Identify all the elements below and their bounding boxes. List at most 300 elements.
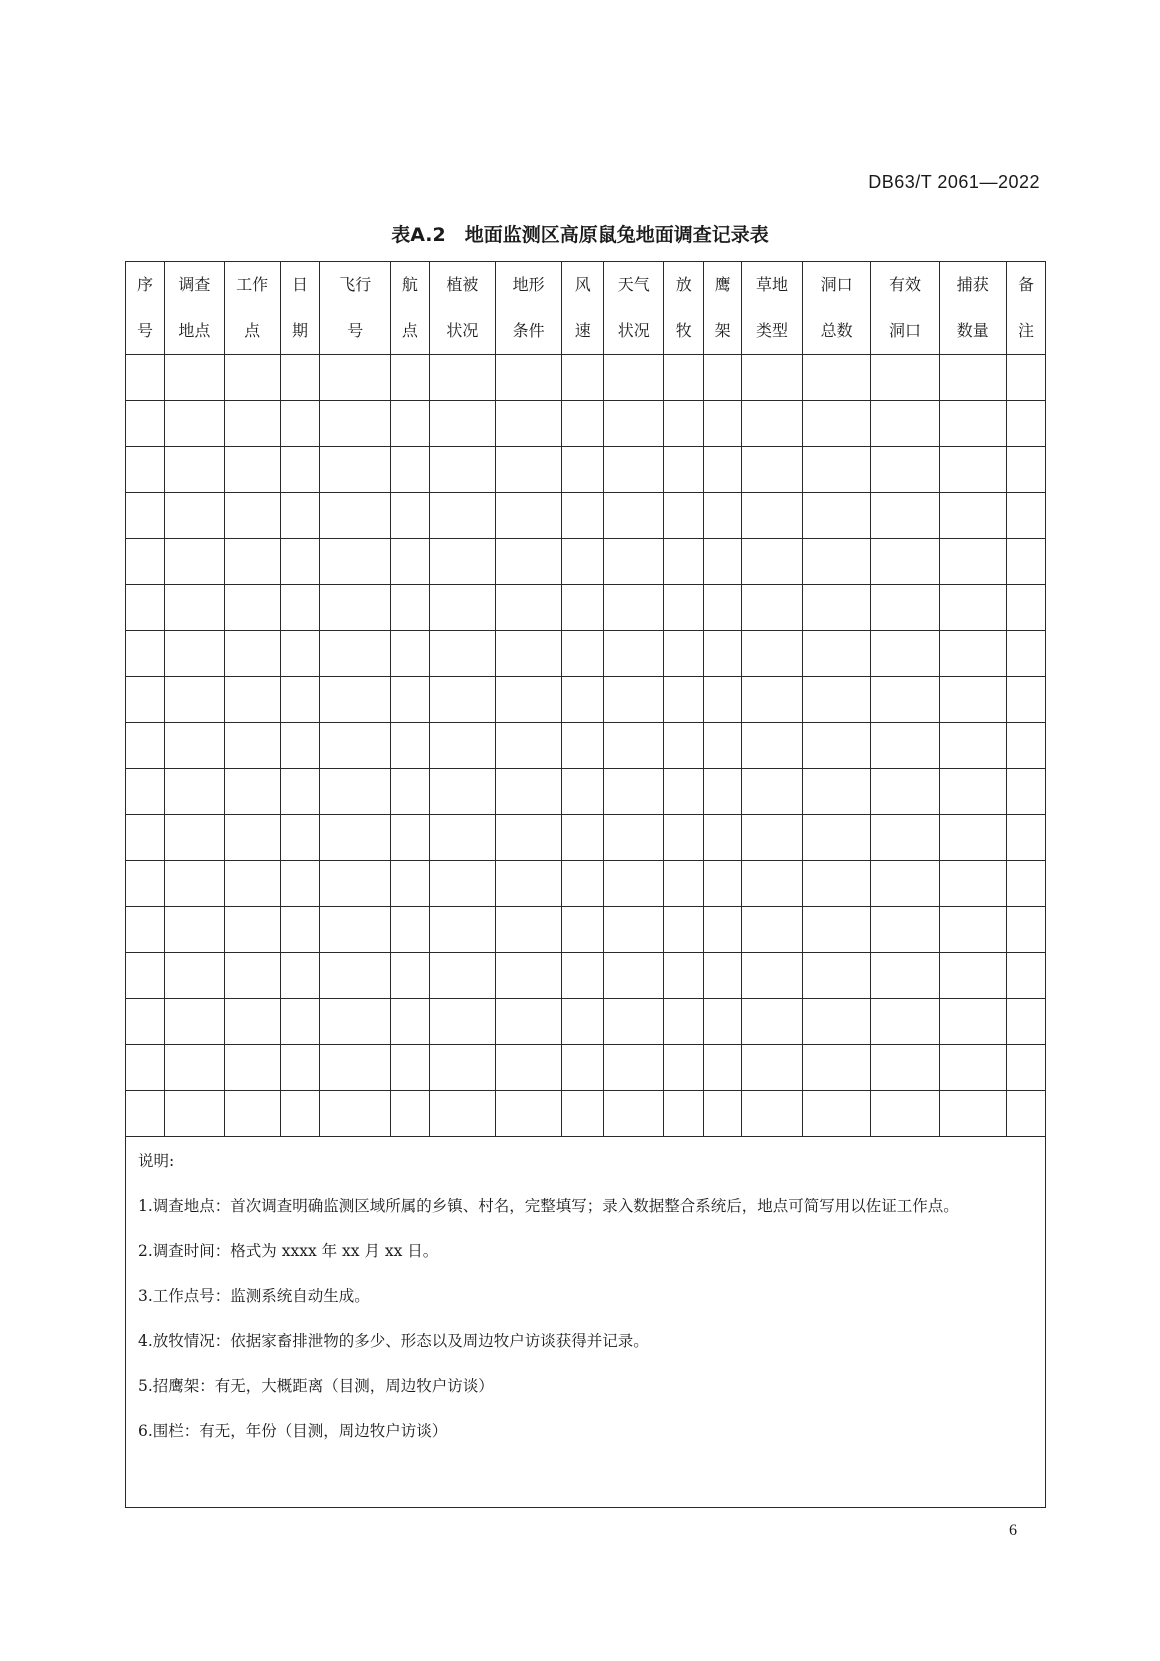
table-cell (280, 907, 320, 953)
survey-record-table (125, 261, 1046, 1508)
note-item-2: 2.调查时间：格式为 xxxx 年 xx 月 xx 日。 (138, 1242, 439, 1260)
table-cell (390, 677, 429, 723)
table-cell (280, 861, 320, 907)
column-header-line: 点 (401, 321, 418, 340)
table-cell (704, 769, 742, 815)
column-header-line: 植被 (446, 275, 479, 294)
table-cell (562, 723, 604, 769)
table-cell (320, 815, 390, 861)
table-cell (390, 631, 429, 677)
table-cell (604, 631, 664, 677)
table-cell (126, 815, 165, 861)
column-header (939, 262, 1006, 355)
table-cell (742, 815, 803, 861)
table-cell (664, 861, 704, 907)
table-cell (429, 355, 495, 401)
table-cell (126, 1091, 165, 1137)
column-header (562, 262, 604, 355)
table-cell (280, 1045, 320, 1091)
table-cell (320, 1091, 390, 1137)
table-cell (803, 355, 871, 401)
table-cell (939, 1045, 1006, 1091)
column-header-line: 期 (292, 321, 309, 340)
table-cell (126, 493, 165, 539)
table-cell (390, 1045, 429, 1091)
table-cell (562, 355, 604, 401)
notes-cell (126, 1137, 1046, 1508)
table-cell (604, 861, 664, 907)
table-cell (604, 447, 664, 493)
table-cell (224, 447, 280, 493)
table-cell (390, 953, 429, 999)
column-header (126, 262, 165, 355)
table-cell (562, 447, 604, 493)
table-cell (604, 401, 664, 447)
table-cell (224, 861, 280, 907)
table-cell (280, 447, 320, 493)
table-cell (742, 999, 803, 1045)
table-cell (320, 447, 390, 493)
table-cell (496, 815, 562, 861)
table-cell (224, 1091, 280, 1137)
table-cell (126, 631, 165, 677)
table-cell (429, 815, 495, 861)
table-cell (496, 585, 562, 631)
table-cell (803, 1045, 871, 1091)
column-header-line: 数量 (956, 321, 989, 340)
column-header-line: 速 (574, 321, 591, 340)
table-cell (664, 1091, 704, 1137)
table-cell (429, 677, 495, 723)
column-header-line: 放 (675, 275, 692, 294)
column-header-line: 日 (292, 275, 309, 294)
table-cell (939, 815, 1006, 861)
table-row (126, 953, 1046, 999)
table-row (126, 677, 1046, 723)
table-cell (164, 355, 224, 401)
page-number: 6 (1009, 1522, 1017, 1539)
table-cell (742, 723, 803, 769)
table-cell (390, 539, 429, 585)
table-cell (126, 861, 165, 907)
table-cell (871, 355, 939, 401)
table-cell (1006, 355, 1045, 401)
table-cell (280, 769, 320, 815)
table-cell (496, 1091, 562, 1137)
table-cell (320, 585, 390, 631)
table-cell (562, 769, 604, 815)
table-cell (939, 953, 1006, 999)
table-cell (939, 447, 1006, 493)
table-cell (390, 1091, 429, 1137)
table-row (126, 1045, 1046, 1091)
table-cell (742, 355, 803, 401)
table-cell (429, 907, 495, 953)
table-cell (224, 769, 280, 815)
column-header-line: 天气 (617, 275, 650, 294)
table-cell (562, 401, 604, 447)
table-cell (562, 539, 604, 585)
column-header-line: 地点 (178, 321, 211, 340)
table-cell (126, 999, 165, 1045)
table-cell (126, 907, 165, 953)
table-cell (871, 493, 939, 539)
table-cell (224, 723, 280, 769)
table-cell (871, 539, 939, 585)
column-header-line: 点 (244, 321, 261, 340)
table-cell (164, 815, 224, 861)
column-header (320, 262, 390, 355)
table-cell (939, 907, 1006, 953)
table-cell (664, 493, 704, 539)
notes-heading: 说明: (138, 1152, 175, 1170)
table-cell (742, 401, 803, 447)
table-cell (320, 723, 390, 769)
table-cell (164, 999, 224, 1045)
column-header-line: 调查 (178, 275, 211, 294)
table-cell (164, 585, 224, 631)
table-cell (664, 355, 704, 401)
table-cell (126, 1045, 165, 1091)
table-cell (871, 953, 939, 999)
table-cell (704, 861, 742, 907)
table-cell (224, 907, 280, 953)
table-cell (604, 1045, 664, 1091)
table-cell (164, 631, 224, 677)
table-cell (224, 539, 280, 585)
table-row (126, 493, 1046, 539)
table-cell (664, 677, 704, 723)
column-header-line: 状况 (617, 321, 650, 340)
table-cell (742, 769, 803, 815)
table-row (126, 355, 1046, 401)
table-cell (562, 677, 604, 723)
table-cell (126, 585, 165, 631)
table-cell (496, 861, 562, 907)
document-code: DB63/T 2061—2022 (868, 172, 1040, 192)
table-cell (704, 447, 742, 493)
table-cell (164, 447, 224, 493)
table-cell (604, 677, 664, 723)
table-cell (320, 493, 390, 539)
table-cell (742, 861, 803, 907)
table-cell (664, 539, 704, 585)
notes-row (126, 1137, 1046, 1508)
column-header-line: 类型 (756, 321, 789, 340)
table-cell (390, 769, 429, 815)
table-cell (1006, 677, 1045, 723)
table-cell (429, 769, 495, 815)
column-header-line: 航 (401, 275, 418, 294)
table-cell (126, 447, 165, 493)
table-cell (280, 493, 320, 539)
table-cell (871, 861, 939, 907)
table-cell (164, 1091, 224, 1137)
table-cell (164, 677, 224, 723)
column-header (390, 262, 429, 355)
table-cell (280, 401, 320, 447)
table-cell (1006, 631, 1045, 677)
table-cell (871, 907, 939, 953)
header-row (126, 262, 1046, 355)
table-row (126, 907, 1046, 953)
table-cell (126, 769, 165, 815)
table-cell (742, 677, 803, 723)
table-cell (604, 493, 664, 539)
table-cell (939, 585, 1006, 631)
column-header-line: 捕获 (956, 275, 989, 294)
table-cell (1006, 907, 1045, 953)
table-cell (664, 769, 704, 815)
table-cell (742, 1045, 803, 1091)
table-row (126, 769, 1046, 815)
table-cell (1006, 861, 1045, 907)
table-cell (803, 401, 871, 447)
table-cell (224, 815, 280, 861)
table-cell (1006, 539, 1045, 585)
table-cell (429, 999, 495, 1045)
column-header-line: 鹰 (714, 275, 731, 294)
note-item-5: 5.招鹰架：有无，大概距离（目测，周边牧户访谈） (138, 1377, 494, 1395)
table-cell (664, 631, 704, 677)
table-cell (390, 355, 429, 401)
table-cell (803, 861, 871, 907)
table-cell (562, 815, 604, 861)
table-cell (280, 1091, 320, 1137)
table-row (126, 631, 1046, 677)
table-cell (320, 999, 390, 1045)
table-cell (280, 815, 320, 861)
table-cell (496, 723, 562, 769)
column-header-line: 总数 (820, 321, 853, 340)
table-cell (704, 585, 742, 631)
table-cell (280, 677, 320, 723)
column-header (704, 262, 742, 355)
table-cell (224, 585, 280, 631)
table-cell (126, 677, 165, 723)
table-cell (604, 585, 664, 631)
table-cell (429, 585, 495, 631)
table-cell (496, 539, 562, 585)
table-cell (164, 723, 224, 769)
table-cell (496, 401, 562, 447)
column-header (871, 262, 939, 355)
table-cell (164, 769, 224, 815)
table-cell (496, 769, 562, 815)
table-cell (496, 953, 562, 999)
table-cell (390, 815, 429, 861)
column-header-line: 序 (136, 275, 153, 294)
column-header-line: 洞口 (820, 275, 853, 294)
table-cell (939, 723, 1006, 769)
table-cell (871, 999, 939, 1045)
table-cell (704, 355, 742, 401)
table-cell (871, 723, 939, 769)
table-cell (664, 401, 704, 447)
column-header-line: 备 (1017, 275, 1034, 294)
table-cell (562, 1091, 604, 1137)
table-cell (939, 769, 1006, 815)
table-row (126, 999, 1046, 1045)
table-cell (429, 493, 495, 539)
table-cell (390, 447, 429, 493)
table-cell (604, 539, 664, 585)
table-row (126, 1091, 1046, 1137)
table-cell (496, 677, 562, 723)
column-header-line: 注 (1017, 321, 1034, 340)
table-cell (224, 953, 280, 999)
column-header (224, 262, 280, 355)
table-row (126, 447, 1046, 493)
table-cell (496, 1045, 562, 1091)
column-header (496, 262, 562, 355)
table-cell (1006, 769, 1045, 815)
column-header-line: 号 (136, 321, 153, 340)
column-header (604, 262, 664, 355)
table-cell (224, 401, 280, 447)
table-cell (939, 355, 1006, 401)
table-cell (604, 355, 664, 401)
table-cell (803, 677, 871, 723)
table-cell (871, 401, 939, 447)
table-cell (1006, 723, 1045, 769)
table-cell (803, 907, 871, 953)
table-cell (803, 631, 871, 677)
table-cell (664, 1045, 704, 1091)
table-cell (803, 769, 871, 815)
table-cell (280, 999, 320, 1045)
table-cell (164, 861, 224, 907)
table-cell (871, 447, 939, 493)
table-cell (664, 953, 704, 999)
table-cell (562, 585, 604, 631)
table-cell (429, 447, 495, 493)
table-cell (871, 677, 939, 723)
table-cell (164, 953, 224, 999)
table-cell (604, 723, 664, 769)
table-cell (126, 723, 165, 769)
table-cell (126, 953, 165, 999)
table-cell (562, 493, 604, 539)
table-cell (280, 539, 320, 585)
table-cell (429, 1045, 495, 1091)
table-cell (803, 723, 871, 769)
column-header-line: 工作 (236, 275, 269, 294)
table-cell (742, 447, 803, 493)
table-cell (704, 401, 742, 447)
table-cell (803, 1091, 871, 1137)
table-cell (604, 999, 664, 1045)
table-cell (664, 815, 704, 861)
table-cell (939, 401, 1006, 447)
table-cell (664, 723, 704, 769)
table-cell (664, 447, 704, 493)
column-header (164, 262, 224, 355)
table-cell (280, 355, 320, 401)
table-cell (126, 401, 165, 447)
table-cell (429, 539, 495, 585)
table-cell (390, 861, 429, 907)
table-cell (320, 355, 390, 401)
table-cell (742, 493, 803, 539)
table-row (126, 723, 1046, 769)
table-cell (562, 861, 604, 907)
table-cell (1006, 401, 1045, 447)
table-cell (704, 953, 742, 999)
table-cell (280, 631, 320, 677)
table-cell (320, 861, 390, 907)
table-cell (280, 723, 320, 769)
table-cell (803, 539, 871, 585)
table-cell (704, 539, 742, 585)
column-header-line: 号 (347, 321, 364, 340)
table-cell (742, 585, 803, 631)
table-cell (496, 355, 562, 401)
table-cell (164, 907, 224, 953)
table-cell (604, 1091, 664, 1137)
table-title: 表A.2 地面监测区高原鼠兔地面调查记录表 (391, 224, 769, 246)
table-cell (320, 631, 390, 677)
table-cell (742, 1091, 803, 1137)
table-cell (1006, 815, 1045, 861)
column-header-line: 有效 (889, 275, 922, 294)
column-header-line: 架 (714, 321, 731, 340)
table-cell (280, 953, 320, 999)
table-cell (496, 907, 562, 953)
table-cell (704, 631, 742, 677)
table-cell (320, 401, 390, 447)
table-cell (429, 401, 495, 447)
table-cell (742, 539, 803, 585)
table-cell (429, 723, 495, 769)
table-cell (429, 631, 495, 677)
table-cell (803, 585, 871, 631)
table-cell (664, 907, 704, 953)
column-header (742, 262, 803, 355)
table-cell (562, 907, 604, 953)
table-cell (803, 493, 871, 539)
table-cell (704, 999, 742, 1045)
table-cell (704, 677, 742, 723)
table-cell (704, 815, 742, 861)
table-cell (390, 585, 429, 631)
table-cell (562, 631, 604, 677)
table-cell (224, 999, 280, 1045)
column-header-line: 风 (574, 275, 591, 294)
table-cell (1006, 585, 1045, 631)
table-cell (871, 769, 939, 815)
table-cell (126, 355, 165, 401)
table-cell (871, 815, 939, 861)
column-header-line: 草地 (756, 275, 789, 294)
table-row (126, 815, 1046, 861)
table-cell (604, 769, 664, 815)
table-cell (871, 631, 939, 677)
table-cell (939, 861, 1006, 907)
table-cell (320, 953, 390, 999)
table-row (126, 861, 1046, 907)
table-cell (704, 1045, 742, 1091)
table-cell (871, 1045, 939, 1091)
table-cell (390, 907, 429, 953)
table-cell (429, 953, 495, 999)
table-cell (224, 493, 280, 539)
column-header (429, 262, 495, 355)
table-cell (803, 815, 871, 861)
table-cell (704, 493, 742, 539)
column-header-line: 飞行 (339, 275, 372, 294)
table-cell (562, 999, 604, 1045)
